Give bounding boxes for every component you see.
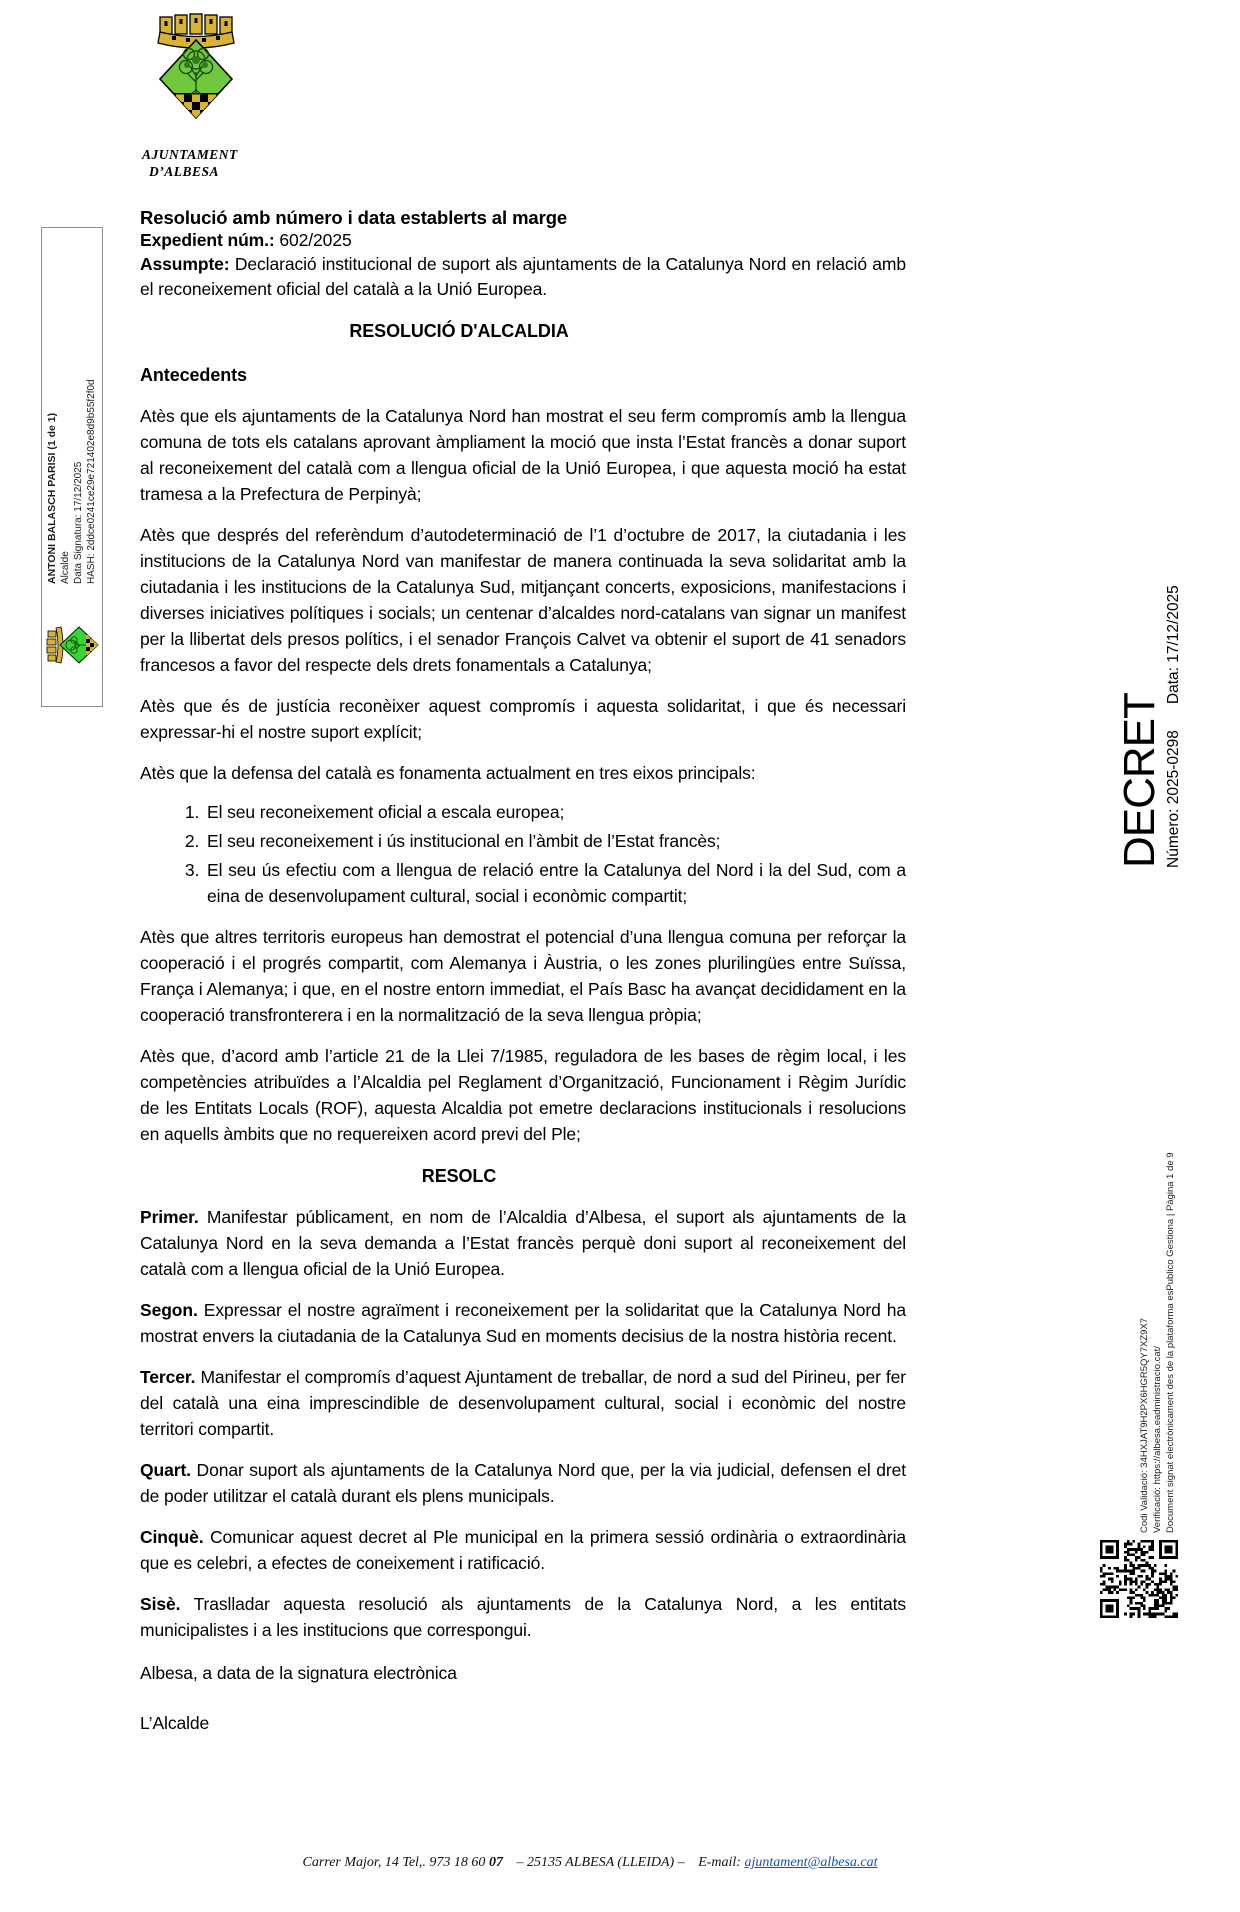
antecedents-heading: Antecedents [140,365,247,385]
logo-text-line1: AJUNTAMENT [142,147,238,162]
expedient-label: Expedient núm.: [140,230,275,250]
resolution-item-primer [140,1204,906,1282]
validation-block [1138,1152,1184,1533]
assumpte-value: Declaració institucional de suport als ajuntaments de la Catalunya Nord en relació amb el reconeixement oficial del català a la Unió Europea. [140,254,907,299]
list-item: 2. El seu reconeixement i ús institucional en l’àmbit de l’Estat francès; [204,828,906,854]
resolution-label: Sisè. [140,1594,181,1614]
list-item: 1. El seu reconeixement oficial a escala europea; [204,799,906,825]
footer-phone-bold: 07 [488,1855,503,1870]
resolution-text: Donar suport als ajuntaments de la Catalunya Nord que, per la via judicial, defensen el dret de poder utilitzar el català durant els plens municipals. [140,1460,906,1506]
paragraph-ates-5: Atès que altres territoris europeus han demostrat el potencial d’una llengua comuna per reforçar la cooperació i el progrés compartit, com Alemanya i Àustria, o les zones plurilingües entre Suïssa, França i Alemanya; i que, en el nostre entorn immediat, el País Basc ha avançat decididament en la cooperació transfronterera i en la normalització de la seva llengua pròpia; [140,927,906,1025]
validation-platform: Document signat electrònicament des de la plataforma esPublico Gestiona | Pàgina 1 de 9 [1165,1152,1176,1533]
footer [30,1855,1150,1871]
expedient-line [140,229,906,252]
paragraph-ates-2: Atès que després del referèndum d’autodeterminació de l’1 d’octubre de 2017, la ciutadania i les institucions de la Catalunya Nord van manifestar de manera continuada la seva solidaritat amb la ciutadania i les institucions de la Catalunya Sud, mitjançant concerts, exposicions, manifestacions i diverses iniciatives polítiques i socials; un centenar d’alcaldes nord-catalans van signar un manifest per la llibertat dels presos polítics, i el senador François Calvet va obtenir el suport de 41 senadors francesos a favor del respecte dels drets fonamentals a Catalunya; [140,525,906,675]
paragraph-ates-1: Atès que els ajuntaments de la Catalunya Nord han mostrat el seu ferm compromís amb la llengua comuna de tots els catalans aprovant àmpliament la moció que insta l’Estat francès a donar suport al reconeixement del català com a llengua oficial de la Unió Europea, i que aquesta moció ha estat tramesa a la Prefectura de Perpinyà; [140,406,906,504]
footer-city: – 25135 ALBESA (LLEIDA) – [516,1855,685,1870]
validation-code: Codi Validació: 34HXJAT9H2PX6HGR5QY7XZ9X7 [1139,1317,1150,1533]
signature-margin-box [41,227,103,707]
signer-name: ANTONI BALASCH PARISI (1 de 1) [46,412,58,584]
footer-email-label: E-mail: [698,1855,741,1870]
signer-role: Alcalde [60,551,71,584]
resolucio-heading: RESOLUCIÓ D'ALCALDIA [349,321,569,341]
resolution-text: Comunicar aquest decret al Ple municipal en la primera sessió ordinària o extraordinària que es celebri, a efectes de coneixement i ratificació. [140,1527,906,1573]
paragraph-ates-4: Atès que la defensa del català es fonamenta actualment en tres eixos principals: [140,763,756,783]
decret-title: DECRET [1115,693,1164,868]
email-link[interactable]: ajuntament@albesa.cat [744,1855,878,1870]
decret-margin-block [1117,563,1187,868]
footer-address: Carrer Major, 14 Tel,. 973 18 60 07 [302,1855,503,1870]
resolution-item-sise [140,1591,906,1643]
document-body [140,0,906,1736]
qr-code [1100,1540,1178,1618]
paragraph-ates-3: Atès que és de justícia reconèixer aquest compromís i aquesta solidaritat, i que és necessari expressar-hi el nostre suport explícit; [140,696,906,742]
signature-hash: HASH: 2ddce0241ce29e721402e8d9b55f2f0d [86,379,97,584]
resolution-label: Cinquè. [140,1527,204,1547]
signature-date: Data Signatura: 17/12/2025 [73,461,84,584]
resolution-item-cinque [140,1524,906,1576]
decret-date: Data: 17/12/2025 [1165,585,1182,705]
resolc-heading: RESOLC [421,1166,497,1186]
list-item: 3. El seu ús efectiu com a llengua de relació entre la Catalunya del Nord i la del Sud, com a eina de desenvolupament cultural, social i econòmic compartit; [204,857,906,909]
coat-of-arms-logo [142,8,272,180]
eixos-list [140,799,906,909]
closing-line: Albesa, a data de la signatura electrònica [140,1663,457,1683]
resolution-text: Traslladar aquesta resolució als ajuntaments de la Catalunya Nord, a les entitats municipalistes i a les institucions que correspongui. [140,1594,906,1640]
logo-text-line2: D’ALBESA [149,164,220,179]
assumpte-label: Assumpte: [140,254,230,274]
mini-crest-icon [44,622,100,668]
validation-url: Verificació: https://albesa.eadministracio.cat/ [1152,1346,1163,1533]
footer-email [698,1855,877,1870]
paragraph-ates-6: Atès que, d’acord amb l’article 21 de la Llei 7/1985, reguladora de les bases de règim local, i les competències atribuïdes a l’Alcaldia pel Reglament d’Organització, Funcionament i Règim Jurídic de les Entitats Locals (ROF), aquesta Alcaldia pot emetre declaracions institucionals i resolucions en aquells àmbits que no requereixen acord previ del Ple; [140,1046,906,1144]
resolution-item-quart [140,1457,906,1509]
resolution-item-tercer [140,1364,906,1442]
decret-meta [1164,563,1184,868]
resolution-label: Primer. [140,1207,199,1227]
resolution-item-segon [140,1297,906,1349]
expedient-value: 602/2025 [279,230,352,250]
decret-number: Número: 2025-0298 [1165,730,1182,868]
resolution-label: Quart. [140,1460,191,1480]
signer-info [46,232,98,584]
resolution-label: Tercer. [140,1367,196,1387]
resolution-text: Manifestar el compromís d’aquest Ajuntament de treballar, de nord a sud del Pirineu, per fer del català una eina imprescindible de desenvolupament cultural, social i econòmic del nostre territori compartit. [140,1367,906,1439]
resolution-label: Segon. [140,1300,198,1320]
assumpte-line [140,252,906,302]
albesa-crest-icon [150,8,242,120]
doc-title: Resolució amb número i data establerts al marge [140,207,568,228]
resolution-text: Expressar el nostre agraïment i reconeixement per la solidaritat que la Catalunya Nord ha mostrat envers la ciutadania de la Catalunya Sud en moments decisius de la nostra història recent. [140,1300,906,1346]
signature-line: L’Alcalde [140,1713,210,1733]
resolution-text: Manifestar públicament, en nom de l’Alcaldia d’Albesa, el suport als ajuntaments de la Catalunya Nord en la seva demanda a l’Estat francès perquè doni suport al reconeixement del català com a llengua oficial de la Unió Europea. [140,1207,906,1279]
